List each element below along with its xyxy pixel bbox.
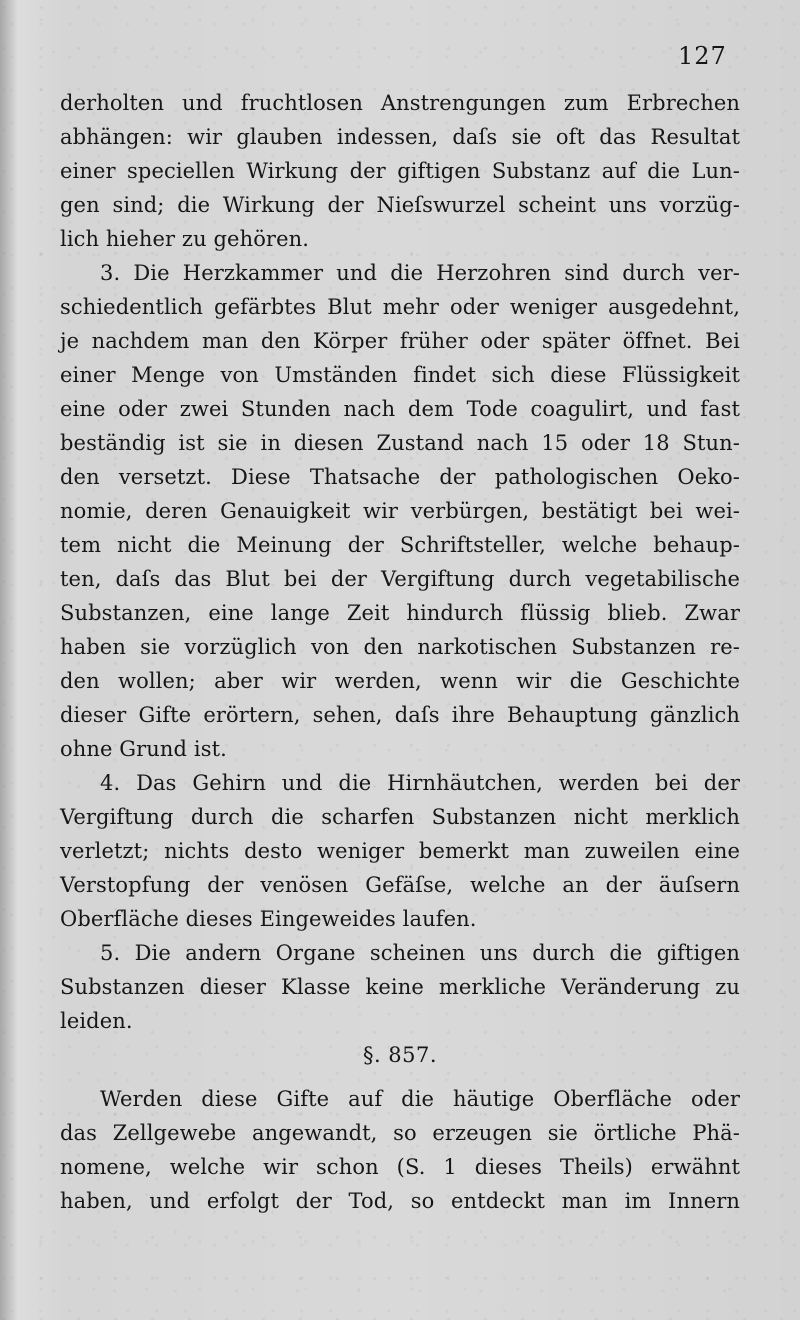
text-line: abhängen: wir glauben indessen, daſs sie oft das Resultat xyxy=(60,125,740,149)
text-line: tem nicht die Meinung der Schriftsteller, welche behaup- xyxy=(60,533,740,557)
text-line: eine oder zwei Stunden nach dem Tode coagulirt, und fast xyxy=(60,397,740,421)
text-line: nomie, deren Genauigkeit wir verbürgen, bestätigt bei wei- xyxy=(60,499,740,523)
text-line: einer speciellen Wirkung der giftigen Substanz auf die Lun- xyxy=(60,159,740,183)
text-line: den wollen; aber wir werden, wenn wir die Geschichte xyxy=(60,669,740,693)
text-line: nomene, welche wir schon (S. 1 dieses Theils) erwähnt xyxy=(60,1155,740,1179)
text-line: ohne Grund ist. xyxy=(60,737,227,761)
text-line: Substanzen dieser Klasse keine merkliche Veränderung zu xyxy=(60,975,740,999)
text-line: einer Menge von Umständen findet sich diese Flüssigkeit xyxy=(60,363,740,387)
text-line: 5. Die andern Organe scheinen uns durch die giftigen xyxy=(100,941,740,965)
text-line: gen sind; die Wirkung der Nieſswurzel scheint uns vorzüg- xyxy=(60,193,740,217)
text-line: das Zellgewebe angewandt, so erzeugen sie örtliche Phä- xyxy=(60,1121,740,1145)
text-line: ten, daſs das Blut bei der Vergiftung durch vegetabilische xyxy=(60,567,740,591)
text-line: Werden diese Gifte auf die häutige Oberfläche oder xyxy=(100,1087,740,1111)
text-line: Verstopfung der venösen Gefäſse, welche an der äuſsern xyxy=(60,873,740,897)
text-line: dieser Gifte erörtern, sehen, daſs ihre Behauptung gänzlich xyxy=(60,703,740,727)
page-gutter-shadow xyxy=(0,0,18,1320)
section-heading: §. 857. xyxy=(362,1043,438,1067)
text-line: schiedentlich gefärbtes Blut mehr oder weniger ausgedehnt, xyxy=(60,295,740,319)
text-line: lich hieher zu gehören. xyxy=(60,227,309,251)
text-line: den versetzt. Diese Thatsache der pathologischen Oeko- xyxy=(60,465,740,489)
text-line: 4. Das Gehirn und die Hirnhäutchen, werden bei der xyxy=(100,771,740,795)
text-line: verletzt; nichts desto weniger bemerkt man zuweilen eine xyxy=(60,839,740,863)
text-line: beständig ist sie in diesen Zustand nach 15 oder 18 Stun- xyxy=(60,431,740,455)
text-line: Vergiftung durch die scharfen Substanzen nicht merklich xyxy=(60,805,740,829)
text-line: je nachdem man den Körper früher oder später öffnet. Bei xyxy=(60,329,740,353)
page-text xyxy=(60,86,740,1218)
text-line: 3. Die Herzkammer und die Herzohren sind durch ver- xyxy=(100,261,740,285)
text-line: Oberfläche dieses Eingeweides laufen. xyxy=(60,907,477,931)
text-line: haben sie vorzüglich von den narkotischen Substanzen re- xyxy=(60,635,740,659)
text-line: Substanzen, eine lange Zeit hindurch flüssig blieb. Zwar xyxy=(60,601,740,625)
text-line: derholten und fruchtlosen Anstrengungen zum Erbrechen xyxy=(60,91,740,115)
text-line: haben, und erfolgt der Tod, so entdeckt man im Innern xyxy=(60,1189,740,1213)
text-line: leiden. xyxy=(60,1009,133,1033)
page-number: 127 xyxy=(678,42,727,70)
